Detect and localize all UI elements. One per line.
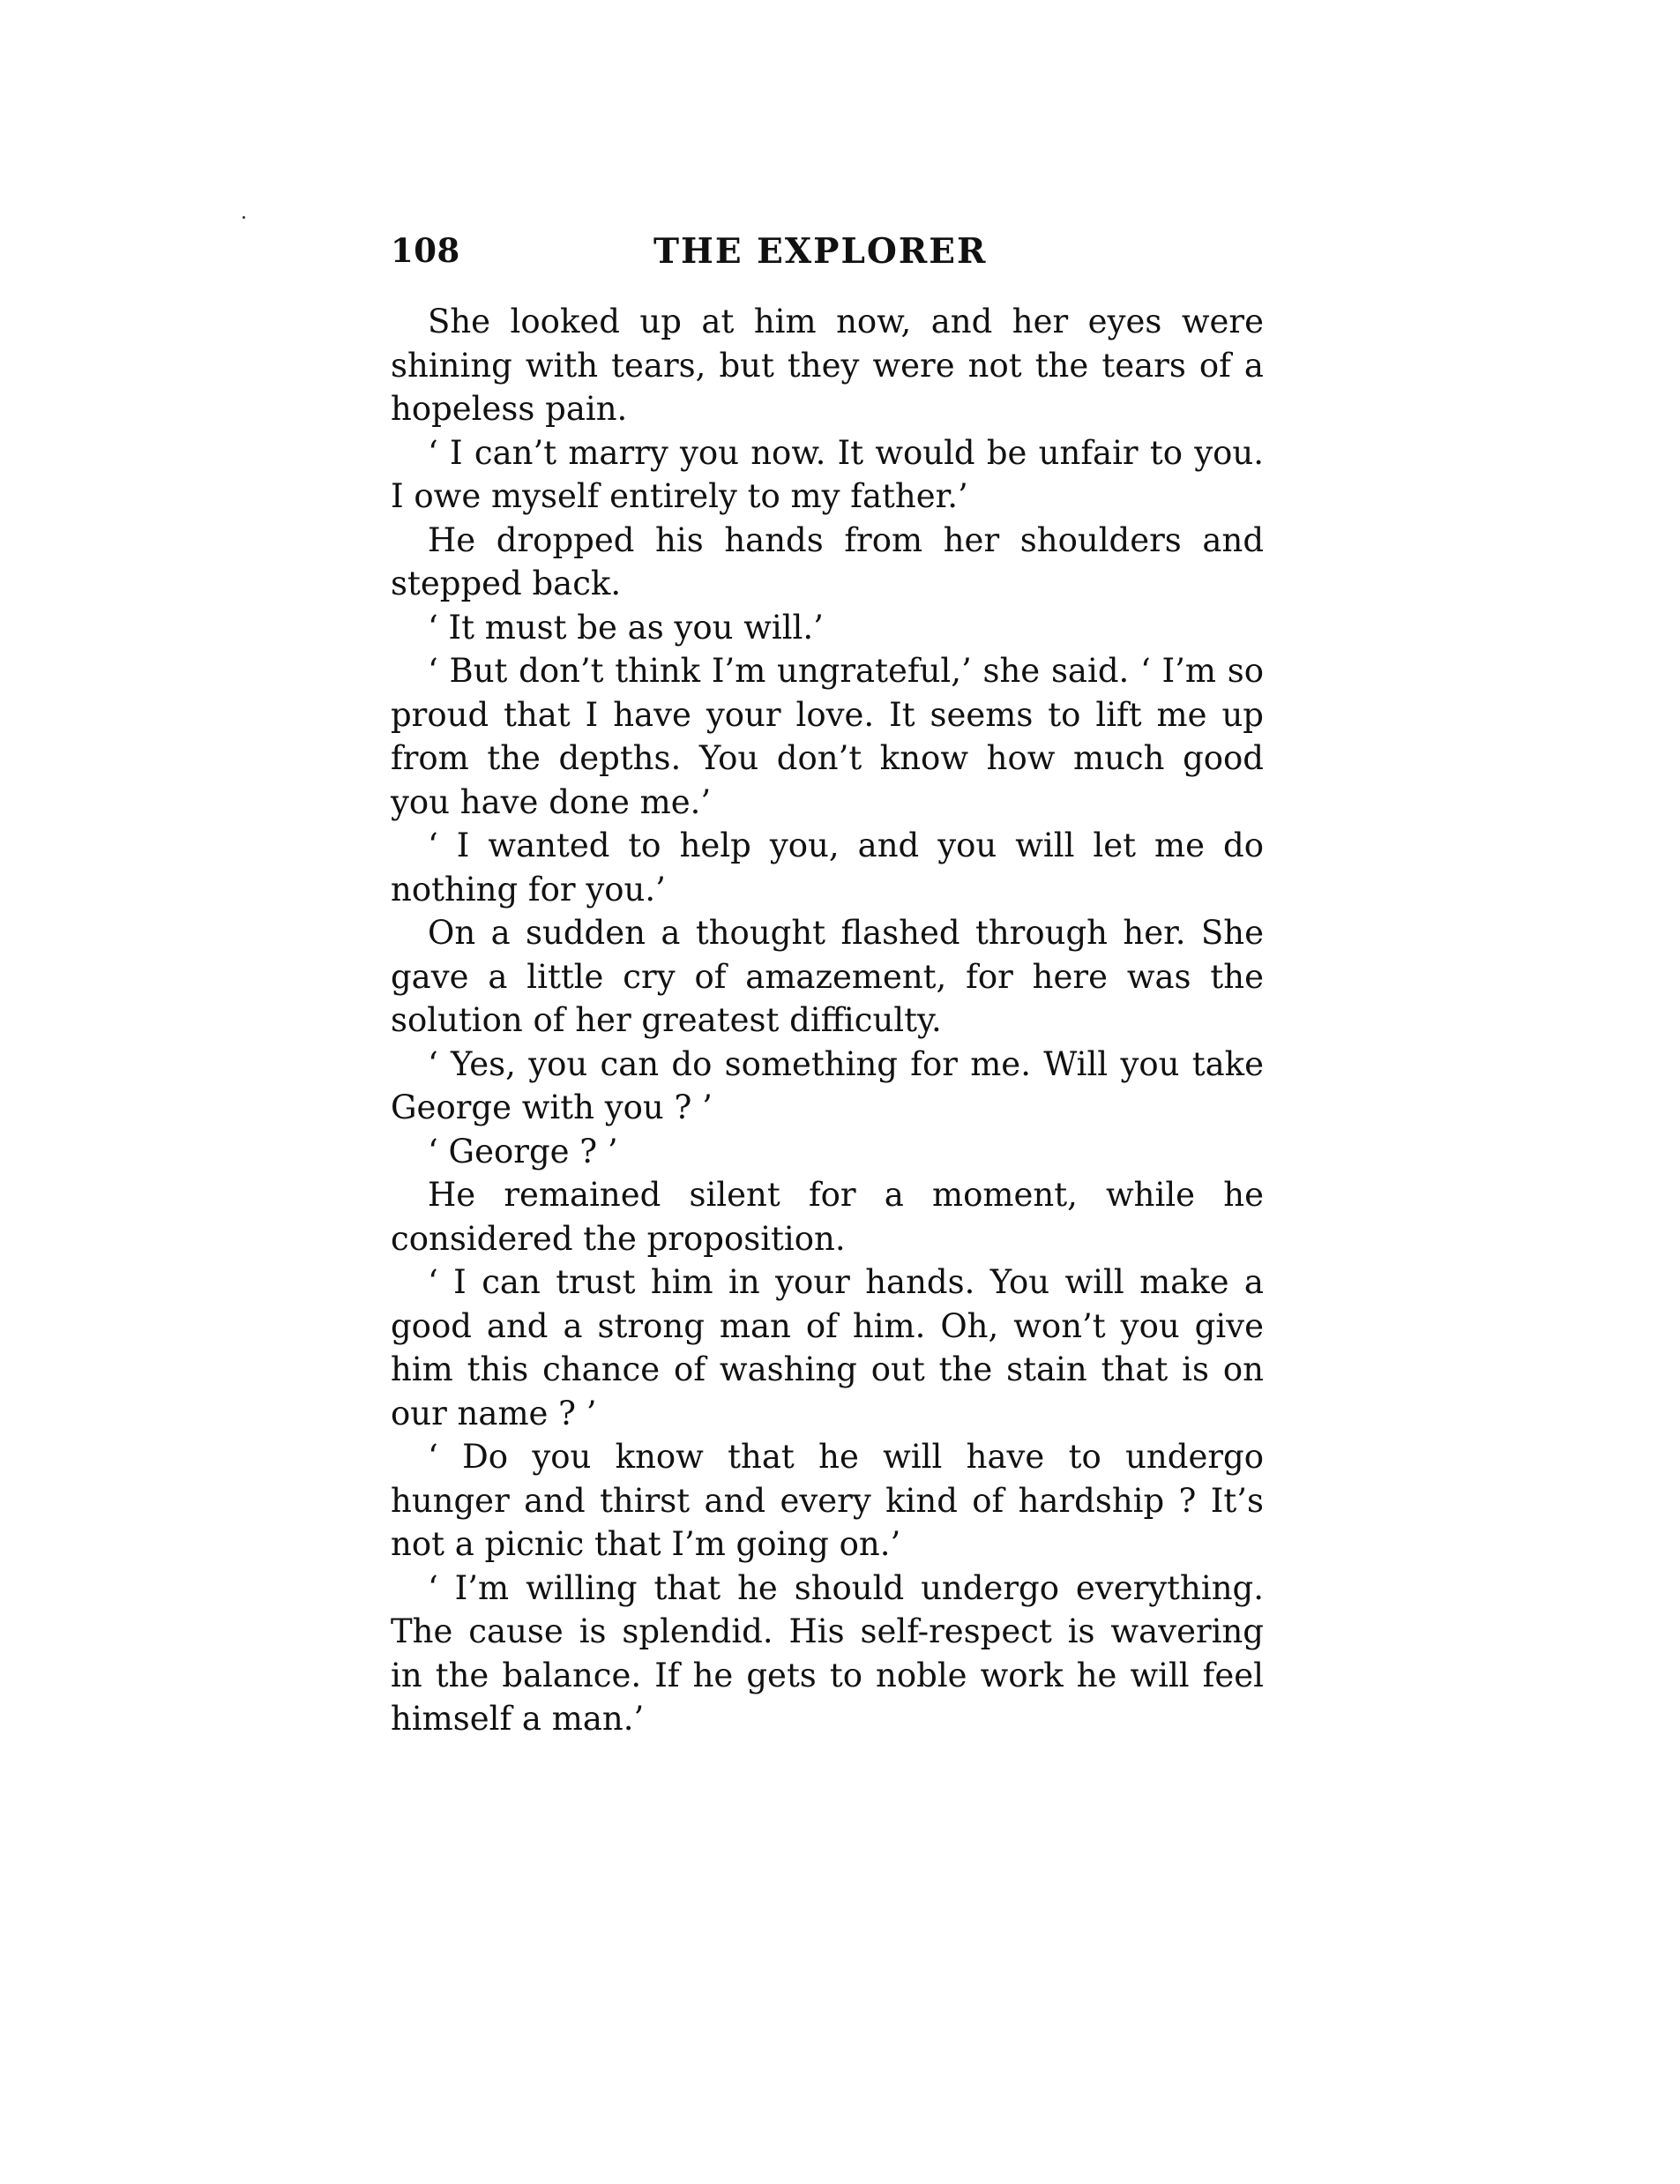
paragraph: On a sudden a thought flashed through her. She gave a little cry of amazement, for here was the solution of her greatest difficulty. (391, 914, 1264, 1039)
running-head: THE EXPLORER (653, 231, 988, 272)
paragraph: ‘ Do you know that he will have to undergo hunger and thirst and every kind of hardship ? It’s not a picnic that I’m going on.’ (391, 1438, 1264, 1563)
paragraph: He remained silent for a moment, while he considered the proposition. (391, 1176, 1264, 1258)
paragraph: ‘ I can trust him in your hands. You will make a good and a strong man of him. Oh, won’t you give him this chance of washing out the stain that is on our name ? ’ (391, 1263, 1264, 1432)
paragraph: He dropped his hands from her shoulders and stepped back. (391, 520, 1264, 602)
paragraph: ‘ Yes, you can do something for me. Will you take George with you ? ’ (391, 1044, 1264, 1126)
body-text (391, 300, 1264, 1741)
paragraph: ‘ I’m willing that he should undergo everything. The cause is splendid. His self-respect is wavering in the balance. If he gets to noble work he will feel himself a man.’ (391, 1568, 1264, 1738)
paragraph: ‘ I can’t marry you now. It would be unfair to you. I owe myself entirely to my father.’ (391, 433, 1264, 515)
page-header (391, 231, 1264, 284)
paragraph: ‘ It must be as you will.’ (428, 608, 824, 647)
paragraph: She looked up at him now, and her eyes were shining with tears, but they were not the tears of a hopeless pain. (391, 303, 1264, 428)
paragraph: ‘ George ? ’ (428, 1132, 618, 1171)
paragraph: ‘ But don’t think I’m ungrateful,’ she said. ‘ I’m so proud that I have your love. It seems to lift me up from the depths. You don’t know how much good you have done me.’ (391, 652, 1264, 821)
page-number: 108 (391, 231, 460, 270)
print-speck (243, 216, 245, 219)
paragraph: ‘ I wanted to help you, and you will let me do nothing for you.’ (391, 826, 1264, 909)
